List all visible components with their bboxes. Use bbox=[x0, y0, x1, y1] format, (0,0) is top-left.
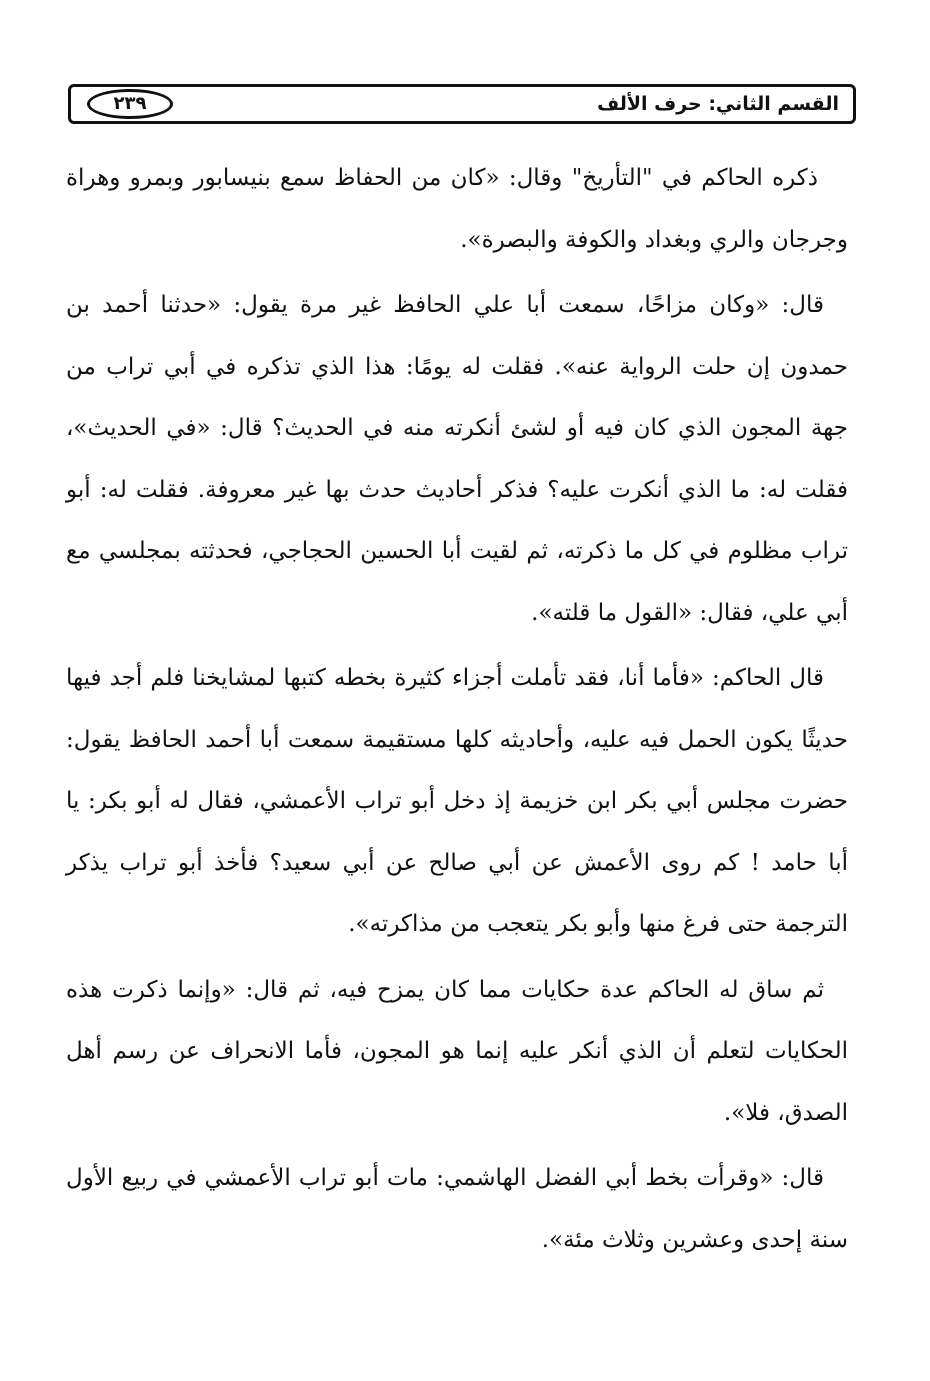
body-text bbox=[66, 148, 848, 1275]
paragraph: قال: «وكان مزاحًا، سمعت أبا علي الحافظ غير مرة يقول: «حدثنا أحمد بن حمدون إن حلت الرواية عنه». فقلت له يومًا: هذا الذي تذكره في أبي تراب من جهة المجون الذي كان فيه أو لشئ أنكرته منه في الحديث؟ قال: «في الحديث»، فقلت له: ما الذي أنكرت عليه؟ فذكر أحاديث حدث بها غير معروفة. فقلت له: أبو تراب مظلوم في كل ما ذكرته، ثم لقيت أبا الحسين الحجاجي، فحدثته بمجلسي مع أبي علي، فقال: «القول ما قلته». bbox=[66, 292, 848, 626]
section-title: القسم الثاني: حرف الألف bbox=[597, 93, 839, 115]
paragraph: قال: «وقرأت بخط أبي الفضل الهاشمي: مات أبو تراب الأعمشي في ربيع الأول سنة إحدى وعشرين وثلاث مئة». bbox=[66, 1165, 848, 1253]
paragraph: ذكره الحاكم في "التأريخ" وقال: «كان من الحفاظ سمع بنيسابور وبمرو وهراة وجرجان والري وبغداد والكوفة والبصرة». bbox=[66, 165, 848, 253]
page-number: ٢٣٩ bbox=[87, 89, 173, 119]
running-header bbox=[68, 84, 856, 124]
paragraph: ثم ساق له الحاكم عدة حكايات مما كان يمزح فيه، ثم قال: «وإنما ذكرت هذه الحكايات لتعلم أن الذي أنكر عليه إنما هو المجون، فأما الانحراف عن رسم أهل الصدق، فلا». bbox=[66, 976, 848, 1126]
paragraph: قال الحاكم: «فأما أنا، فقد تأملت أجزاء كثيرة بخطه كتبها لمشايخنا فلم أجد فيها حديثًا يكون الحمل فيه عليه، وأحاديثه كلها مستقيمة سمعت أبا أحمد الحافظ يقول: حضرت مجلس أبي بكر ابن خزيمة إذ دخل أبو تراب الأعمشي، فقال له أبو بكر: يا أبا حامد ! كم روى الأعمش عن أبي صالح عن أبي سعيد؟ فأخذ أبو تراب يذكر الترجمة حتى فرغ منها وأبو بكر يتعجب من مذاكرته». bbox=[66, 665, 848, 937]
